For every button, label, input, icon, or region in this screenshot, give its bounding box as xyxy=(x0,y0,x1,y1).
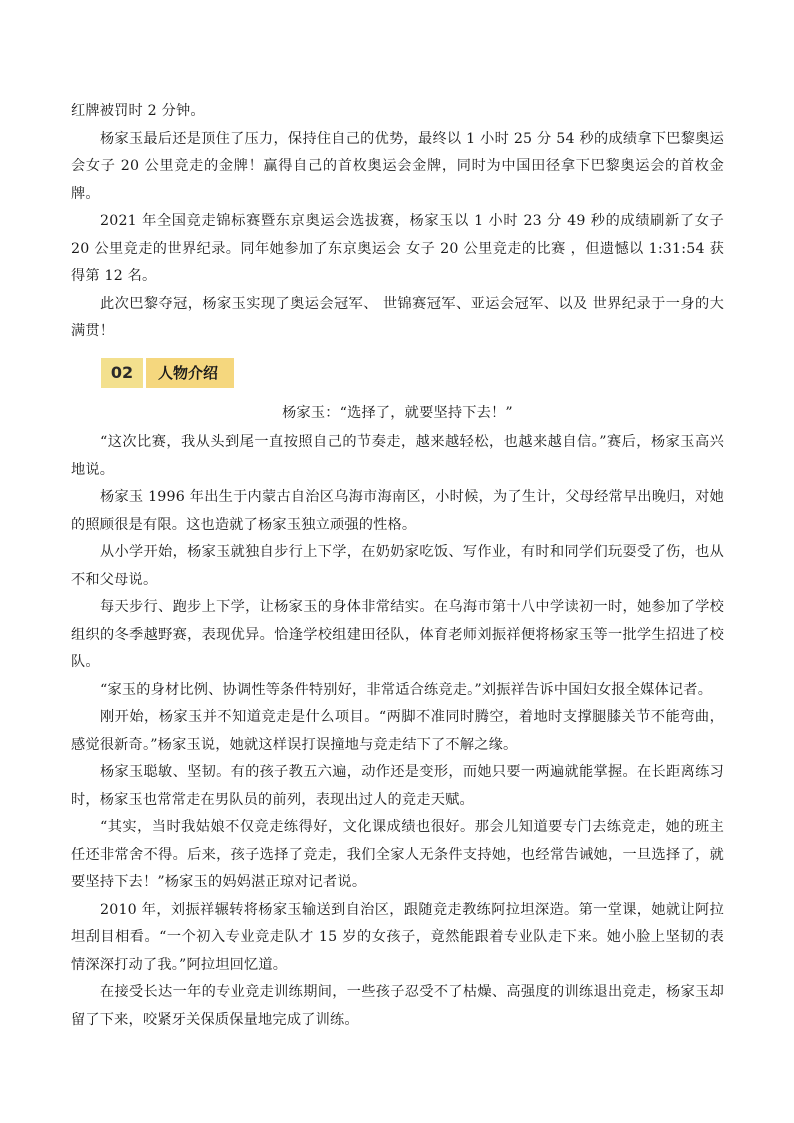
document-page xyxy=(71,98,724,1034)
paragraph: 杨家玉 1996 年出生于内蒙古自治区乌海市海南区，小时候，为了生计，父母经常早出晚归，对她的照顾很是有限。这也造就了杨家玉独立顽强的性格。 xyxy=(71,489,724,533)
paragraph: 2010 年，刘振祥辗转将杨家玉输送到自治区，跟随竞走教练阿拉坦深造。第一堂课，她就让阿拉坦刮目相看。“一个初入专业竞走队才 15 岁的女孩子，竟然能跟着专业队走下来。她小脸上坚韧的表情深深打动了我。”阿拉坦回忆道。 xyxy=(71,901,724,973)
paragraph: “这次比赛，我从头到尾一直按照自己的节奏走，越来越轻松，也越来越自信。”赛后，杨家玉高兴地说。 xyxy=(71,434,724,478)
section-title: 人物介绍 xyxy=(146,358,234,388)
bottom-paragraphs xyxy=(71,429,724,1034)
paragraph: 杨家玉最后还是顶住了压力，保持住自己的优势，最终以 1 小时 25 分 54 秒的成绩拿下巴黎奥运会女子 20 公里竞走的金牌！赢得自己的首枚奥运会金牌，同时为中国田径拿下巴黎奥运会的首枚金牌。 xyxy=(71,130,724,202)
top-paragraphs xyxy=(71,98,724,346)
paragraph: “家玉的身材比例、协调性等条件特别好，非常适合练竞走。”刘振祥告诉中国妇女报全媒体记者。 xyxy=(100,681,713,698)
section-number: 02 xyxy=(101,358,143,388)
paragraph: 刚开始，杨家玉并不知道竞走是什么项目。“两脚不准同时腾空，着地时支撑腿膝关节不能弯曲，感觉很新奇。”杨家玉说，她就这样误打误撞地与竞走结下了不解之缘。 xyxy=(71,709,724,753)
section-header xyxy=(101,358,724,388)
paragraph: 2021 年全国竞走锦标赛暨东京奥运会选拔赛，杨家玉以 1 小时 23 分 49 秒的成绩刷新了女子 20 公里竞走的世界纪录。同年她参加了东京奥运会 女子 20 公里竞走的比赛 ，但遗憾以 1:31:54 获得第 12 名。 xyxy=(71,213,724,284)
paragraph: 此次巴黎夺冠，杨家玉实现了奥运会冠军、 世锦赛冠军、亚运会冠军、以及 世界纪录于一身的大满贯！ xyxy=(71,295,724,339)
paragraph: 在接受长达一年的专业竞走训练期间，一些孩子忍受不了枯燥、高强度的训练退出竞走，杨家玉却留了下来，咬紧牙关保质保量地完成了训练。 xyxy=(71,984,724,1028)
paragraph: 从小学开始，杨家玉就独自步行上下学，在奶奶家吃饭、写作业，有时和同学们玩耍受了伤，也从不和父母说。 xyxy=(71,544,724,588)
paragraph: 每天步行、跑步上下学，让杨家玉的身体非常结实。在乌海市第十八中学读初一时，她参加了学校组织的冬季越野赛，表现优异。恰逢学校组建田径队，体育老师刘振祥便将杨家玉等一批学生招进了校队。 xyxy=(71,599,724,670)
paragraph: “其实，当时我姑娘不仅竞走练得好，文化课成绩也很好。那会儿知道要专门去练竞走，她的班主任还非常舍不得。后来，孩子选择了竞走，我们全家人无条件支持她，也经常告诫她，一旦选择了，就要坚持下去！”杨家玉的妈妈湛正琼对记者说。 xyxy=(71,819,724,890)
paragraph: 杨家玉聪敏、坚韧。有的孩子教五六遍，动作还是变形，而她只要一两遍就能掌握。在长距离练习时，杨家玉也常常走在男队员的前列，表现出过人的竞走天赋。 xyxy=(71,764,724,808)
article-title: 杨家玉：“选择了，就要坚持下去！” xyxy=(282,404,513,421)
paragraph: 红牌被罚时 2 分钟。 xyxy=(71,103,205,119)
